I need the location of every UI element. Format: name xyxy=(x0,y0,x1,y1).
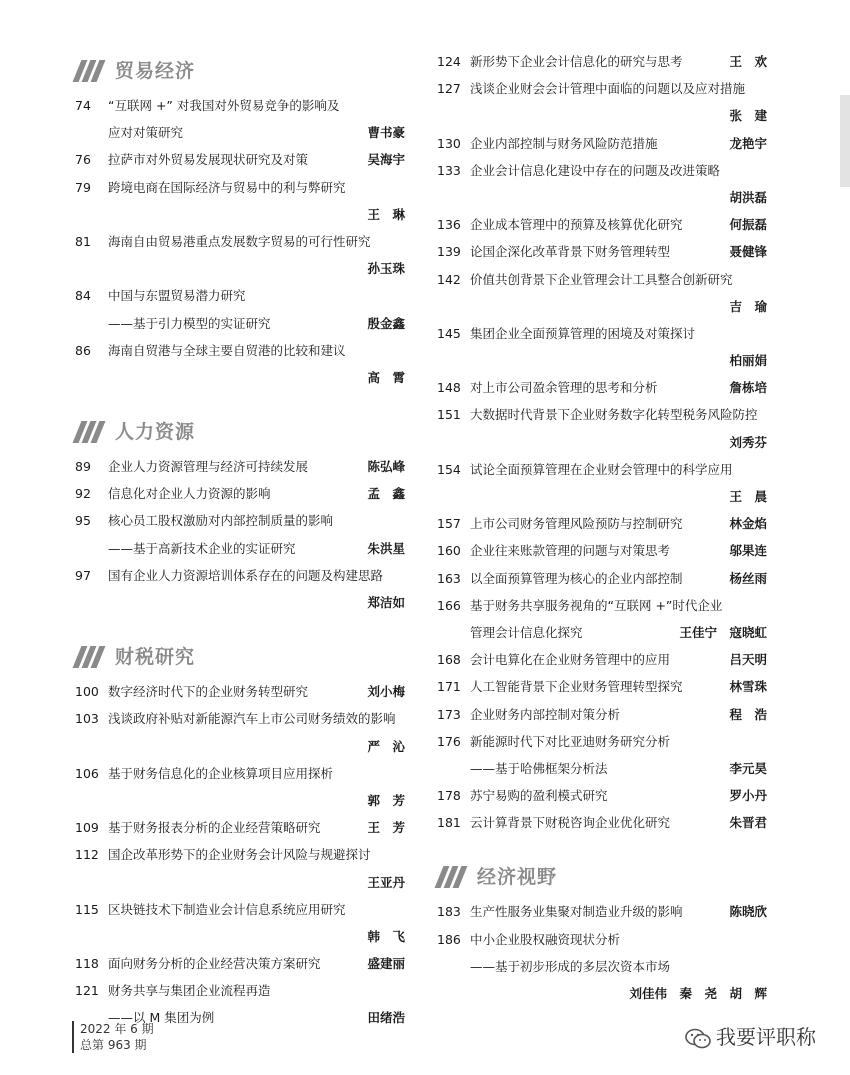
issue-info xyxy=(72,1021,154,1053)
article-title: 企业内部控制与财务风险防范措施 xyxy=(470,135,658,151)
toc-entry xyxy=(437,102,767,129)
toc-entry xyxy=(437,320,767,347)
section-title: 财税研究 xyxy=(115,646,196,669)
author: 韩 飞 xyxy=(367,928,405,944)
page-number: 145 xyxy=(437,325,461,341)
toc-entry xyxy=(437,238,767,265)
article-title: ——基于哈佛框架分析法 xyxy=(470,760,608,776)
author: 胡洪磊 xyxy=(729,189,767,205)
author: 高 霄 xyxy=(367,369,405,385)
page-number: 136 xyxy=(437,217,461,233)
page-number: 86 xyxy=(75,342,91,358)
page-number: 84 xyxy=(75,288,91,304)
author: 吕天明 xyxy=(729,652,767,668)
author: 严 沁 xyxy=(367,738,405,754)
author: 林雪珠 xyxy=(729,679,767,695)
toc-entry xyxy=(75,760,405,787)
author: 刘秀芬 xyxy=(729,434,767,450)
section-title: 经济视野 xyxy=(477,866,558,889)
toc-entry xyxy=(75,562,405,589)
toc-entry xyxy=(75,589,405,616)
article-title: 企业会计信息化建设中存在的问题及改进策略 xyxy=(470,162,721,178)
page-number: 178 xyxy=(437,788,461,804)
section-title: 贸易经济 xyxy=(115,60,196,82)
toc-entry xyxy=(437,728,767,755)
page-number: 176 xyxy=(437,733,461,749)
page-number: 112 xyxy=(75,847,99,863)
page-number: 100 xyxy=(75,684,99,700)
author: 陈弘峰 xyxy=(367,459,405,475)
article-title: 新能源时代下对比亚迪财务研究分析 xyxy=(470,733,671,749)
article-title: 以全面预算管理为核心的企业内部控制 xyxy=(470,570,683,586)
page-number: 163 xyxy=(437,570,461,586)
author: 朱洪星 xyxy=(367,540,405,556)
page-number: 97 xyxy=(75,567,91,583)
author: 曹书豪 xyxy=(367,125,405,141)
author: 刘佳伟 秦 尧 胡 辉 xyxy=(629,986,767,1001)
page-number: 168 xyxy=(437,652,461,668)
article-title: 浅谈企业财会会计管理中面临的问题以及应对措施 xyxy=(470,81,746,97)
article-title: ——基于高新技术企业的实证研究 xyxy=(108,540,296,556)
section-heading xyxy=(437,854,767,898)
section-title: 人力资源 xyxy=(115,421,196,444)
author: 孟 鑫 xyxy=(367,486,405,502)
article-title: 拉萨市对外贸易发展现状研究及对策 xyxy=(108,152,309,168)
author: 何振磊 xyxy=(729,217,767,233)
toc-right-column xyxy=(437,48,767,1007)
article-title: 集团企业全面预算管理的困境及对策探讨 xyxy=(470,325,696,341)
article-title: 论国企深化改革背景下财务管理转型 xyxy=(470,244,671,260)
author: 李元昊 xyxy=(729,760,767,776)
page-number: 181 xyxy=(437,815,461,831)
article-title: 面向财务分析的企业经营决策方案研究 xyxy=(108,956,321,972)
page-number: 171 xyxy=(437,679,461,695)
page-number: 74 xyxy=(75,98,91,113)
toc-entry xyxy=(437,646,767,673)
section-heading xyxy=(75,48,405,92)
toc-entry xyxy=(437,510,767,537)
article-title: 基于财务信息化的企业核算项目应用探析 xyxy=(108,765,334,781)
page-number: 92 xyxy=(75,486,91,502)
toc-entry xyxy=(75,869,405,896)
page-number: 81 xyxy=(75,233,91,249)
author: 吉 瑜 xyxy=(729,298,767,314)
section-slash-icon xyxy=(439,866,469,888)
page-number: 186 xyxy=(437,931,461,947)
page-number: 79 xyxy=(75,179,91,195)
toc-entry xyxy=(437,565,767,592)
toc-entry xyxy=(75,201,405,228)
section-gap xyxy=(75,616,405,634)
toc-entry xyxy=(437,347,767,374)
page-number: 115 xyxy=(75,901,99,917)
article-title: 上市公司财务管理风险预防与控制研究 xyxy=(470,516,683,532)
toc-entry xyxy=(75,705,405,732)
section-slash-icon xyxy=(77,421,107,443)
article-title: 新形势下企业会计信息化的研究与思考 xyxy=(470,54,683,69)
wechat-icon xyxy=(684,1027,712,1051)
article-title: 企业人力资源管理与经济可持续发展 xyxy=(108,459,309,475)
section-gap xyxy=(437,836,767,854)
author: 林金焰 xyxy=(729,516,767,532)
section-gap xyxy=(75,391,405,409)
toc-entry xyxy=(75,507,405,534)
article-title: 基于财务共享服务视角的“互联网 +”时代企业 xyxy=(470,597,723,613)
article-title: 国有企业人力资源培训体系存在的问题及构建思路 xyxy=(108,567,384,583)
article-title: 苏宁易购的盈利模式研究 xyxy=(470,788,608,804)
page-number: 133 xyxy=(437,162,461,178)
article-title: 价值共创背景下企业管理会计工具整合创新研究 xyxy=(470,271,733,287)
page-number: 183 xyxy=(437,904,461,920)
author: 刘小梅 xyxy=(367,684,405,700)
author: 殷金鑫 xyxy=(367,315,405,331)
page-number: 148 xyxy=(437,380,461,396)
toc-entry xyxy=(437,537,767,564)
section-slash-icon xyxy=(77,60,107,82)
toc-entry xyxy=(437,401,767,428)
article-title: 对上市公司盈余管理的思考和分析 xyxy=(470,380,658,396)
toc-entry xyxy=(437,48,767,75)
author: 王 晨 xyxy=(729,489,767,504)
page-number: 157 xyxy=(437,516,461,532)
author: 陈晓欣 xyxy=(729,904,767,920)
author: 孙玉珠 xyxy=(367,261,405,277)
page-number: 154 xyxy=(437,461,461,477)
article-title: 应对对策研究 xyxy=(108,125,184,141)
article-title: 企业财务内部控制对策分析 xyxy=(470,706,621,722)
page-number: 173 xyxy=(437,706,461,722)
toc-entry xyxy=(437,673,767,700)
article-title: 核心员工股权激励对内部控制质量的影响 xyxy=(108,513,334,529)
author: 郭 芳 xyxy=(367,792,405,808)
author: 郑洁如 xyxy=(367,595,405,610)
toc-entry xyxy=(75,337,405,364)
toc-entry xyxy=(75,174,405,201)
watermark-text: 我要评职称 xyxy=(716,1025,816,1049)
article-title: ——基于初步形成的多层次资本市场 xyxy=(470,958,671,974)
article-title: ——以 M 集团为例 xyxy=(108,1010,215,1026)
toc-entry xyxy=(437,374,767,401)
article-title: 管理会计信息化探究 xyxy=(470,624,583,640)
article-title: 大数据时代背景下企业财务数字化转型税务风险防控 xyxy=(470,407,758,423)
author: 程 浩 xyxy=(729,706,767,722)
page-number: 76 xyxy=(75,152,91,168)
toc-entry xyxy=(437,293,767,320)
toc-entry xyxy=(75,787,405,814)
toc-entry xyxy=(437,75,767,102)
author: 詹栋培 xyxy=(729,380,767,396)
page-number: 160 xyxy=(437,543,461,559)
toc-entry xyxy=(437,266,767,293)
toc-entry xyxy=(75,896,405,923)
toc-entry xyxy=(75,364,405,391)
article-title: “互联网 +” 对我国对外贸易竞争的影响及 xyxy=(108,98,340,113)
toc-entry xyxy=(437,592,767,619)
article-title: 海南自由贸易港重点发展数字贸易的可行性研究 xyxy=(108,233,371,249)
author: 王 芳 xyxy=(367,820,405,836)
toc-entry xyxy=(75,923,405,950)
author: 王亚丹 xyxy=(367,874,405,890)
author: 王 琳 xyxy=(367,206,405,222)
article-title: 数字经济时代下的企业财务转型研究 xyxy=(108,684,309,700)
toc-entry xyxy=(75,480,405,507)
section-heading xyxy=(75,634,405,678)
article-title: 中小企业股权融资现状分析 xyxy=(470,931,621,947)
section-slash-icon xyxy=(77,646,107,668)
toc-entry xyxy=(75,228,405,255)
page-number: 109 xyxy=(75,820,99,836)
article-title: 人工智能背景下企业财务管理转型探究 xyxy=(470,679,683,695)
toc-entry xyxy=(437,211,767,238)
page-number: 166 xyxy=(437,597,461,613)
page-number: 124 xyxy=(437,54,461,69)
article-title: 区块链技术下制造业会计信息系统应用研究 xyxy=(108,901,346,917)
issue-total: 总第 963 期 xyxy=(80,1038,147,1052)
author: 朱晋君 xyxy=(729,815,767,831)
toc-left-column xyxy=(75,48,405,1032)
author: 王佳宁 寇晓虹 xyxy=(679,624,767,640)
toc-entry xyxy=(75,282,405,309)
toc-entry xyxy=(75,814,405,841)
toc-entry xyxy=(75,146,405,173)
author: 王 欢 xyxy=(729,54,767,69)
page-number: 130 xyxy=(437,135,461,151)
author: 田绪浩 xyxy=(367,1010,405,1026)
toc-entry xyxy=(437,130,767,157)
page-number: 106 xyxy=(75,765,99,781)
article-title: 生产性服务业集聚对制造业升级的影响 xyxy=(470,904,683,920)
toc-entry xyxy=(437,619,767,646)
author: 龙艳宇 xyxy=(729,135,767,151)
toc-entry xyxy=(437,926,767,953)
article-title: 跨境电商在国际经济与贸易中的利与弊研究 xyxy=(108,179,346,195)
article-title: 浅谈政府补贴对新能源汽车上市公司财务绩效的影响 xyxy=(108,711,396,727)
toc-entry xyxy=(437,898,767,925)
author: 柏丽娟 xyxy=(729,353,767,369)
page-number: 121 xyxy=(75,983,99,999)
article-title: 会计电算化在企业财务管理中的应用 xyxy=(470,652,671,668)
toc-entry xyxy=(75,678,405,705)
toc-entry xyxy=(437,755,767,782)
toc-entry xyxy=(75,255,405,282)
author: 杨丝雨 xyxy=(729,570,767,586)
toc-entry xyxy=(437,483,767,510)
section-heading xyxy=(75,409,405,453)
page-number: 151 xyxy=(437,407,461,423)
toc-entry xyxy=(437,701,767,728)
toc-entry xyxy=(437,782,767,809)
page-number: 95 xyxy=(75,513,91,529)
toc-entry xyxy=(437,429,767,456)
article-title: 试论全面预算管理在企业财会管理中的科学应用 xyxy=(470,461,733,477)
article-title: 中国与东盟贸易潜力研究 xyxy=(108,288,246,304)
author: 聂健锋 xyxy=(729,244,767,260)
toc-entry xyxy=(75,119,405,146)
edge-tab xyxy=(840,95,850,187)
toc-entry xyxy=(75,977,405,1004)
author: 张 建 xyxy=(729,108,767,124)
article-title: 企业成本管理中的预算及核算优化研究 xyxy=(470,217,683,233)
article-title: 企业往来账款管理的问题与对策思考 xyxy=(470,543,671,559)
toc-entry xyxy=(75,92,405,119)
page-number: 89 xyxy=(75,459,91,475)
article-title: 海南自贸港与全球主要自贸港的比较和建议 xyxy=(108,342,346,358)
toc-entry xyxy=(75,841,405,868)
author: 邬果连 xyxy=(729,543,767,559)
article-title: 信息化对企业人力资源的影响 xyxy=(108,486,271,502)
toc-entry xyxy=(75,733,405,760)
page-number: 103 xyxy=(75,711,99,727)
page-number: 127 xyxy=(437,81,461,97)
toc-entry xyxy=(437,184,767,211)
author: 吴海宇 xyxy=(367,152,405,168)
toc-entry xyxy=(75,453,405,480)
article-title: 国企改革形势下的企业财务会计风险与规避探讨 xyxy=(108,847,371,863)
author: 罗小丹 xyxy=(729,788,767,804)
issue-number: 2022 年 6 期 xyxy=(80,1022,154,1036)
toc-entry xyxy=(437,456,767,483)
watermark xyxy=(684,1022,816,1052)
article-title: ——基于引力模型的实证研究 xyxy=(108,315,271,331)
toc-entry xyxy=(437,953,767,980)
article-title: 基于财务报表分析的企业经营策略研究 xyxy=(108,820,321,836)
author: 盛建丽 xyxy=(367,956,405,972)
page-number: 118 xyxy=(75,956,99,972)
page-number: 139 xyxy=(437,244,461,260)
page-number: 142 xyxy=(437,271,461,287)
toc-entry xyxy=(75,310,405,337)
toc-entry xyxy=(437,809,767,836)
toc-entry xyxy=(75,535,405,562)
toc-entry xyxy=(437,980,767,1007)
toc-entry xyxy=(75,950,405,977)
article-title: 财务共享与集团企业流程再造 xyxy=(108,983,271,999)
article-title: 云计算背景下财税咨询企业优化研究 xyxy=(470,815,671,831)
toc-entry xyxy=(437,157,767,184)
